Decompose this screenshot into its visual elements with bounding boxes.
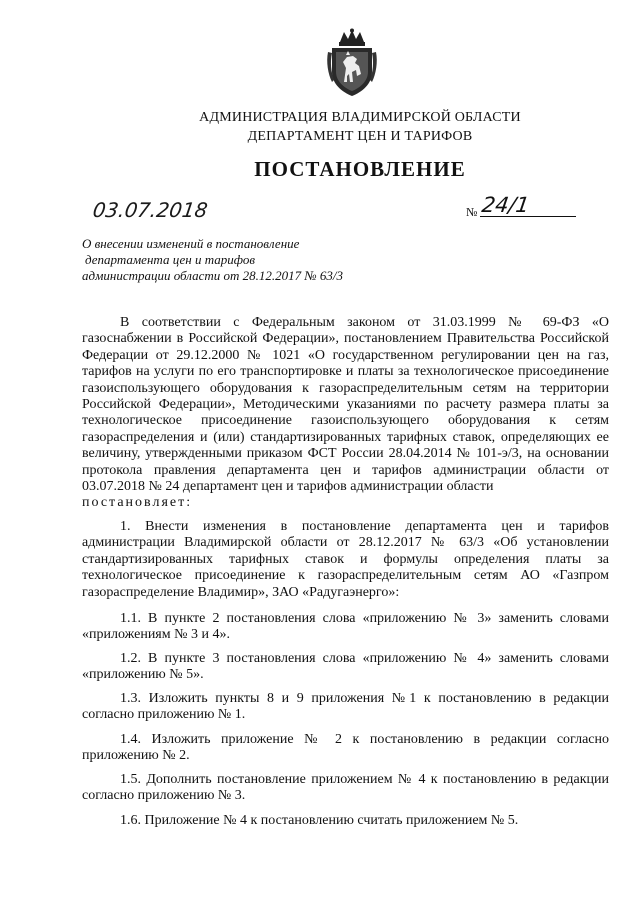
item-1-2-text: 1.2. В пункте 3 постановления слова «приложению № 4» заменить словами «приложению № 5». (82, 651, 609, 683)
item-1-4-text: 1.4. Изложить приложение № 2 к постановлению в редакции согласно приложению № 2. (82, 732, 609, 764)
subject-line: администрации области от 28.12.2017 № 63/3 (82, 268, 344, 283)
organization-name: АДМИНИСТРАЦИЯ ВЛАДИМИРСКОЙ ОБЛАСТИ (199, 110, 521, 125)
preamble-paragraph: В соответствии с Федеральным законом от 31.03.1999 № 69-ФЗ «О газоснабжении в Российской Федерации», постановлением Правительства Российской Федерации от 29.12.2000 № 1021 «О государственном регулировании цен на газ, тарифов на услуги по его транспортировке и платы за технологическое присоединение газоиспользующего оборудования к газораспределительным сетям на территории Российской Федерации», Методическими указаниями по расчету размера платы за технологическое присоединение газоиспользующего оборудования к сетям газораспределения и (или) стандартизированных тарифных ставок, определяющих ее величину, утвержденными приказом ФСТ России 28.04.2014 № 101-э/3, на основании протокола правления департамента цен и тарифов администрации области от 03.07.2018 № 24 департамент цен и тарифов администрации области (82, 315, 609, 495)
item-1-5 (82, 772, 609, 805)
subject-line: департамента цен и тарифов (85, 252, 255, 267)
item-1 (82, 519, 609, 601)
item-1-1 (82, 611, 609, 644)
coat-of-arms-icon (326, 28, 378, 98)
decree-word: постановляет: (82, 495, 193, 511)
item-1-3 (82, 691, 609, 724)
document-title: ПОСТАНОВЛЕНИЕ (254, 157, 466, 181)
item-1-3-text: 1.3. Изложить пункты 8 и 9 приложения №1 к постановлению в редакции согласно приложению № 1. (82, 691, 609, 723)
item-1-5-text: 1.5. Дополнить постановление приложением № 4 к постановлению в редакции согласно приложению № 3. (82, 772, 609, 804)
document-subject (82, 236, 343, 284)
department-name: ДЕПАРТАМЕНТ ЦЕН И ТАРИФОВ (247, 129, 473, 144)
number-label: № (466, 205, 478, 219)
subject-line: О внесении изменений в постановление (82, 236, 300, 251)
item-1-2 (82, 651, 609, 684)
document-number: 24/1 (480, 193, 531, 217)
document-body (82, 315, 609, 512)
item-1-6 (82, 813, 609, 829)
document-date: 03.07.2018 (91, 198, 210, 222)
item-1-1-text: 1.1. В пункте 2 постановления слова «приложению № 3» заменить словами «приложениям № 3 и 4». (82, 611, 609, 643)
item-1-4 (82, 732, 609, 765)
item-1-6-text: 1.6. Приложение № 4 к постановлению считать приложением № 5. (120, 813, 519, 828)
item-1-text: 1. Внести изменения в постановление департамента цен и тарифов администрации Владимирской области от 28.12.2017 № 63/3 «Об установлении стандартизированных тарифных ставок и формулы определения платы за технологическое присоединение к газораспределительным сетям АО «Газпром газораспределение Владимир», ЗАО «Радугаэнерго»: (82, 519, 609, 600)
